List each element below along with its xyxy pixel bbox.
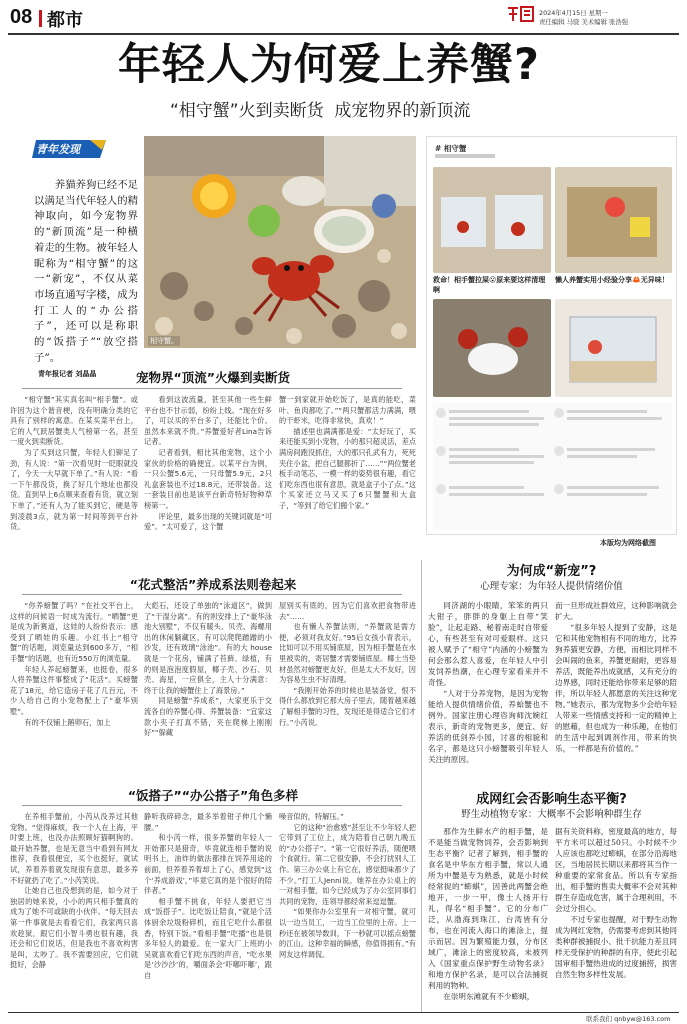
main-subtitle: “相守蟹”火到卖断货 成宠物界的新顶流	[170, 101, 471, 121]
post-thumbnail	[433, 299, 551, 397]
tank-image-icon	[433, 167, 551, 273]
masthead-logo	[506, 5, 536, 23]
paragraph: 大彪石，还设了单独的“泳道区”，做到了“干湿分离”。有的则安排上了“豪华泳池大别墅”，不仅有暖头、贝壳、海螺用出的休闲躺藏区，有可以爬爬蹭蹭的小沙发，还有玻璃“泳池”。有的大 house 就是一个花房，铺满了苔藓、绿植，有的则是泡泡度假屋，椰子壳、沙石、贝壳、海星，一应俱全，主人十分满意：终于让我的螃蟹住上了海景房。”	[144, 601, 272, 695]
paragraph: 年轻人养起螃蟹来，也挺卷，很多人将养蟹这件事整成了“花活”。买螃蟹花了18元，给它造房子花了几百元，不少人给自己的小宠物配上了“豪华别墅”。	[10, 664, 138, 716]
section5-col1	[428, 826, 548, 1002]
section5-heading: 成网红会否影响生态平衡?	[476, 792, 627, 807]
section1-rule	[22, 388, 402, 389]
post-thumbnail	[555, 167, 672, 273]
footer-rule	[8, 1012, 679, 1013]
youth-discovery-badge	[30, 138, 110, 160]
tank-image-icon	[555, 167, 672, 273]
badge-label: 青年发现	[36, 143, 80, 156]
section3-rule	[22, 805, 402, 806]
paragraph: 相手蟹不挑食，年轻人要把它当成“饭搭子”。比吃饭让陪食，”就是个活体厨余垃圾粉碎机，而且它吃什么都很香，特别下饭。”看相手蟹“吃播”也是很多年轻人的最爱。在一家大厂上班的小吴就喜欢看它们吃东西的声音，“吃水果是‘沙沙沙’的，嚼面条会‘吓嘟吓嘟’，跟自	[144, 896, 272, 980]
screenshot-caption: 本版均为网络截图	[600, 539, 656, 547]
section4-subheading: 心理专家：为年轻人提供情绪价值	[480, 581, 623, 592]
paragraph: 它的这种“治愈感”甚至让不少年轻人把它带到了工位上，成为陪着自己朝九晚五的“办公搭子”。“第一它很好养活，随便喂个食就行。第二它很安静，不会打扰别人工作。第三办公桌上有它在，感觉挺味都少了不少。”打工人Jenni说。她养在办公桌上的一对相手蟹，如今已经成为了办公室同事们共同的宠物，连领导都经常来逗逗蟹。	[279, 822, 416, 906]
section4-col2	[555, 600, 677, 754]
page-header	[0, 0, 687, 34]
section5-subheading: 野生动植物专家：大概率不会影响种群生存	[461, 809, 642, 820]
paragraph: 在养相手蟹前，小芮从没养过其他宠物。“觉得麻烦，我一个人在上海，平时要上班，也没办法照顾好猫啊狗的。最开始养蟹，也是无意当中看到有网友推荐，我看很便宜，买个也挺好，就试试，养着养着就发现很有意思，最多养不好就扔了吃了。”小芮笑说。	[10, 812, 138, 885]
paragraph: “人对于分养宠物，是因为宠物能给人提供情绪价值，养蛤蟹也不例外。国家注册心理咨询师沈婉红表示，新奇的宠物更多，便宜、好养活的低剑养小园，讨喜的相貌和名字，都是这只小螃蟹吸引年轻人关注的原因。	[428, 689, 548, 764]
paragraph: 蟹一到家就开始吃饭了，是真的能吃，菜叶、鱼肉都吃了。”“两只蟹都活力满满，喂的干虾米，吃得非常快，真欢！”	[279, 395, 416, 426]
paragraph: 在崇明东滩就有不少蟛蜞，	[443, 992, 535, 1001]
section1-col1	[10, 395, 138, 533]
main-title: 年轻人为何爱上养蟹?	[118, 40, 540, 90]
hashtag-meta	[435, 154, 495, 158]
glass-tank-image-icon	[555, 299, 672, 397]
paragraph: 记者看到，相比其他宠物，这个小家伙的价格的确便宜。以某平台为例，一只公蟹5.6元，一只母蟹5.9元，2只礼盒套装也不过18.8元，还带装备。这一套装目前也是该平台新奇特好物种草榜第一。	[144, 447, 272, 510]
section3-heading: “饭搭子”“办公搭子”角色多样	[127, 788, 299, 803]
post-thumbnail	[555, 299, 672, 397]
post-thumbnail	[433, 167, 551, 273]
paragraph: 同是螃蟹“养成系”，大家更乐于交流各自的养蟹心得、养蟹装备：“宜家这款小夹子打真不错，夹在爬梯上刚刚好”“躲藏	[144, 696, 272, 738]
section3-col3	[279, 812, 416, 960]
header-divider-icon	[39, 10, 42, 27]
section2-col1	[10, 601, 138, 728]
section2-col2	[144, 601, 272, 739]
crab-bowl-image-icon	[433, 299, 551, 397]
crab-photo	[144, 136, 416, 348]
paragraph: 不过专家也提醒，对于野生动物成为网红宠物，仍需要考虑到其他同类种群被捕捉小、批千抗能力差且同样无受保护的种群的有序，使此引起国审相手蟹热进成的过度捕捞，损害自然生物多样性发展。	[555, 915, 677, 979]
social-screenshots-panel	[426, 136, 677, 535]
lead-text: 养猫养狗已经不足以满足当代年轻人的精神取向，如今宠物界的“新顶流”是一种横着走的生物。被年轻人昵称为“相守蟹”的这一“新宠”，不仅从菜市场直通写字楼，成为打工人的“办公搭子”，还可以是称职的“饭搭子”“放空搭子”。	[34, 179, 138, 364]
paragraph: 而一旦形成社群效应，这种影响就会扩大。	[555, 601, 677, 621]
paragraph: 看到这波流量，甚至其他一些生鲜平台也不甘示弱，纷纷上线。“现在好多了，可以买的平台多了，还能比个价。虽然本来就不贵。”养蟹爱好者Lina告诉记者。	[144, 395, 272, 447]
paragraph: 那作为生鲜水产的相手蟹，是不是能当做宠物饲养，会否影响到生态平衡？记者了解到，相手蟹的食名是中华东方相手蟹，常以人通所为中蟹是专为熟悉，就是小时候经常捉的“蟛蜞”，因善此两蟹会绝地开，一步一甲，像士人扬开行礼，得名“相手蟹”。它的分布广泛，从渤海到珠江、台湾皆有分布，也在河流入海口的滩涂上，提示而居。因为繁殖能力强，分布区域广，滩涂上的密度较高，未被列入《国家重点保护野生动物名录》和地方保护名录，是可以合法捕捉利用的物种。	[428, 827, 548, 990]
section3-col1	[10, 812, 138, 971]
section2-heading: “花式整活”养成系法则卷起来	[129, 577, 297, 592]
paragraph: “很多年轻人提到了安静，这是它和其他宠物相有不同的地方，比养狗养猫更安静，方便，而相比同样不会叫闹的鱼来，养蟹更耐耐，更容易养活，既能养出成就感，又有充分的边界感，同时还能给你带来足够的陪伴，所以年轻人都愿意的关注这种宠物。”她表示，都为宠物多少会给年轻人带来一些情感支持和一定的精神上的慰藉，但也成为一种乐趣，在他们的生活中起到调剂作用，带来的快乐，一样都是有价值的。”	[555, 623, 677, 753]
paragraph: 屋别买有底的，因为它们喜欢把食物带进去”……	[279, 601, 416, 621]
page-number: 08	[10, 6, 33, 28]
header-rule	[8, 33, 679, 35]
paragraph: 描述里也满满都是爱：“太好玩了，买来还能买到小宠物，小的那只超灵活，差点满房间跑没抓住，大的那只孔武有力，死死夹住小盆，把自己腿都折了……”“两位蟹老板手动笔芯，一模一样的姿势很有趣，看它们吃东西也很有意思，就是盒子小了点。”这个买家还立马又买了6只蟹蟹和大盒子，“等到了给它们搬个家。”	[279, 426, 416, 510]
paragraph: 同济湖的小眼睛，笨笨的两只大钳子，胖胖的身躯上自带“笑脸”，让起走路、秘着南走时自带爱心，有些甚至有对可爱眼样。这只被人赋予了“相守”内涵的小螃蟹为何会那么惹人喜爱，在年轻人中引发饲养热潮，在心理专家看来并不奇怪。	[428, 601, 548, 687]
hashtag-label: # 相守蟹	[435, 144, 467, 153]
header-date: 2024年4月15日 星期一	[539, 9, 608, 17]
paragraph: “我刚开始养的时候也是装备党，恨不得什么都放到它那大房子里去，随着越来越了解相手蟹的习性，发现还是得适合它们才行。”小芮说。	[279, 685, 416, 727]
photo-caption: 相守蟹。	[150, 337, 178, 345]
paragraph: 也有懒人养蟹法则，“养蟹就是需方便，必须对我友好。”95后女孩小青表示，比如可以不用买铺底屋，因为相手蟹是在水里被卖的，寄居蟹才需要铺底屋。椰土当垫材虽然对螃蟹更友好，但是太大不友好，因为容易生虫不好清理。	[279, 622, 416, 685]
paragraph: 静听我碎碎念，最多举着钳子伸几个懒腰。”	[144, 812, 272, 832]
paragraph: 让她自己也没想到的是，如今对于独居的她来说，小小的两只相手蟹真的成为了她不可或缺的小伙伴。“每天回去第一件事就是去看看它们，我家两只喜欢趁狱，跟它们小智斗勇也很有趣，我还会和它们说话，但是我也不喜欢构害是叫，太吵了。我不需要回应，它们就挺好，会静	[10, 886, 138, 970]
post-title-2: 懒人养蟹实用小经验分享🦀无异味！	[555, 276, 669, 284]
section3-col2	[144, 812, 272, 982]
section1-col3	[279, 395, 416, 512]
section1-col2	[144, 395, 272, 533]
header-editors: 责任编辑 马骁 美术编辑 张浩强	[539, 18, 629, 26]
crab-habitat-illustration	[144, 136, 416, 348]
comment-lines-icon	[433, 403, 672, 530]
section4-col1	[428, 600, 548, 765]
comment-section	[433, 403, 672, 530]
paragraph: 和小芮一样，很多养蟹的年轻人一开始都只是猎奇，毕竟就连相手蟹的说明书上，油炸的做法都排在饲养用途的前面，但养着养着却上了心，感觉到“这个‘养成游戏’，”毕竟它真的是个很好的陪伴者。”	[144, 833, 272, 896]
footer-contact: 联系我们 qnbyw@163.com	[586, 1015, 671, 1023]
section5-col2	[555, 826, 677, 980]
column-divider	[421, 560, 422, 1012]
lead-byline: 青年报记者 刘晶晶	[38, 370, 97, 379]
paragraph: “你养螃蟹了吗？”在社交平台上，这样的问候语一时成为流行。“晒蟹”更是成为新赛道，这娃的人纷纷表示：感受到了晒娃的乐趣。小红书上“相守蟹”的话题，浏览量达到600多万，“相手蟹”的话题，也有近550万的浏览量。	[10, 601, 138, 663]
paragraph: “相守蟹”其实真名叫“相手蟹”。或许因为这个谐音梗，没有明确分类的它具有了别样的寓意。在某买菜平台上，它的人气跃居蟹类人气榜第一名，甚至一度火到卖断货。	[10, 395, 138, 447]
paragraph: 为了买到这只蟹，年轻人们铆足了劲，有人说：“第一次看见时一眨眼就没了，今天一大早就下单了。”有人说：“看一下午都没货，换了好几个地址也都没货。直到早上6点顺来查看有货，就立刻下单了。”还有人为了能买到它，硬是等到凌晨3点，就为第一时间等到平台补货。	[10, 447, 138, 532]
paragraph: 据有关资料称，密度最高的地方，每平方米可以超过50只。小时候不少人应该也都吃过蟛蜞，在部分沿海地区，当地居民长期以来都将其当作一种重要的家常食品。所以有专家指出，相手蟹的售卖大概率不会对其种群生存造成危害，属于合理利用，不会过分担心。	[555, 827, 677, 913]
section1-heading: 宠物界“顶流”火爆到卖断货	[136, 370, 290, 385]
paragraph: 评论里，最多出现的关键词就是“可爱”。“太可爱了，这个蟹	[144, 511, 272, 532]
post-title-1: 救命！相手蟹拉屎😮原来要这样清理啊	[433, 276, 546, 294]
paragraph: “如果你办公室里有一对相守蟹，就可以一边当员工，一边当工位里的上帝。上一秒还在被领导数训，下一秒就可以摇点螃蟹的江山。这种幸福的瞬感，你值得拥有。”有网友这样调侃。	[279, 907, 416, 959]
section2-rule	[22, 594, 402, 595]
section2-col3	[279, 601, 416, 728]
section-name: 都市	[47, 10, 83, 31]
lead-paragraph	[34, 178, 138, 383]
section4-heading: 为何成“新宠”?	[506, 564, 597, 579]
paragraph: 噪音似的，特解压。”	[279, 812, 344, 821]
paragraph: 有的不仅铺上鹅卵石，加上	[24, 717, 111, 727]
